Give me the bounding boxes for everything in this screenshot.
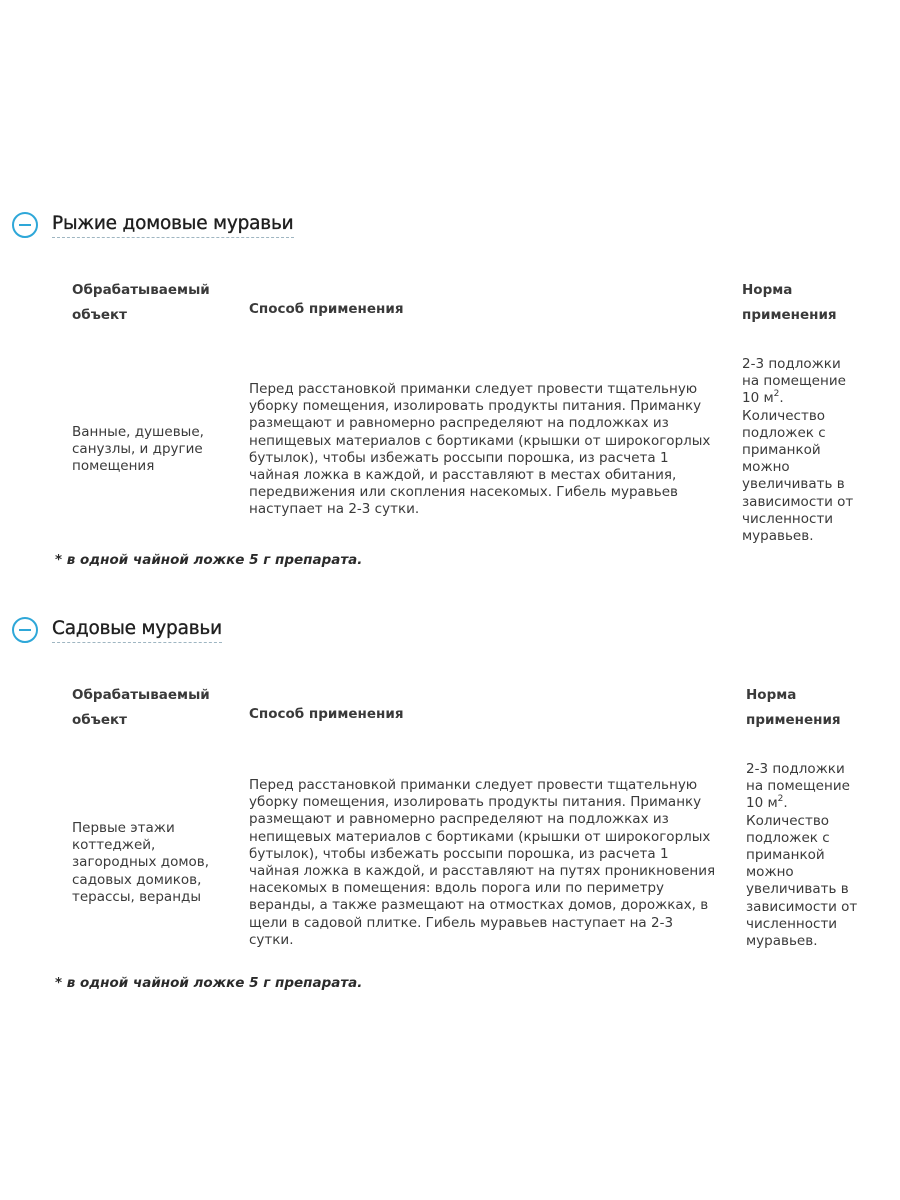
collapse-minus-icon[interactable] xyxy=(12,617,38,643)
column-header-method: Способ применения xyxy=(249,706,404,722)
column-header-method: Способ применения xyxy=(249,301,404,317)
cell-norm xyxy=(746,761,862,950)
section-header[interactable] xyxy=(12,210,294,240)
column-header-norm: Норма применения xyxy=(746,687,841,728)
column-header-object: Обрабатываемый объект xyxy=(72,282,210,323)
section-title[interactable]: Садовые муравьи xyxy=(52,618,222,643)
footnote: * в одной чайной ложке 5 г препарата. xyxy=(55,975,363,991)
collapse-minus-icon[interactable] xyxy=(12,212,38,238)
section-title[interactable]: Рыжие домовые муравьи xyxy=(52,213,294,238)
footnote: * в одной чайной ложке 5 г препарата. xyxy=(55,552,363,568)
cell-object: Первые этажи коттеджей, загородных домов, садовых домиков, терассы, веранды xyxy=(72,820,210,905)
norm-text-before: 2-3 подложки на помещение 10 м xyxy=(746,761,850,812)
column-header-norm: Норма применения xyxy=(742,282,837,323)
norm-text-before: 2-3 подложки на помещение 10 м xyxy=(742,356,846,407)
norm-superscript: 2 xyxy=(777,793,784,804)
norm-superscript: 2 xyxy=(773,388,780,399)
cell-method: Перед расстановкой приманки следует провести тщательную уборку помещения, изолировать продукты питания. Приманку размещают и равномерно распределяют на подложках из непищевых материалов с бортиками (крышки от широкогорлых бутылок), чтобы избежать россыпи порошка, из расчета 1 чайная ложка в каждой, и расставляют в местах обитания, передвижения или скопления насекомых. Гибель муравьев наступает на 2-3 сутки. xyxy=(249,381,711,518)
cell-object: Ванные, душевые, санузлы, и другие помещения xyxy=(72,424,204,475)
cell-norm xyxy=(742,356,860,545)
section-header[interactable] xyxy=(12,615,222,645)
cell-method: Перед расстановкой приманки следует провести тщательную уборку помещения, изолировать продукты питания. Приманку размещают и равномерно распределяют на подложках из непищевых материалов с бортиками (крышки от широкогорлых бутылок), чтобы избежать россыпи порошка, из расчета 1 чайная ложка в каждой, и расставляют на путях проникновения насекомых в помещения: вдоль порога или по периметру веранды, а также размещают на отмостках домов, дорожках, в щели в садовой плитке. Гибель муравьев наступает на 2-3 сутки. xyxy=(249,777,716,948)
norm-text-after: . Количество подложек с приманкой можно увеличивать в зависимости от численности муравьев. xyxy=(742,390,854,545)
norm-text-after: . Количество подложек с приманкой можно увеличивать в зависимости от численности муравьев. xyxy=(746,795,858,950)
column-header-object: Обрабатываемый объект xyxy=(72,687,210,728)
